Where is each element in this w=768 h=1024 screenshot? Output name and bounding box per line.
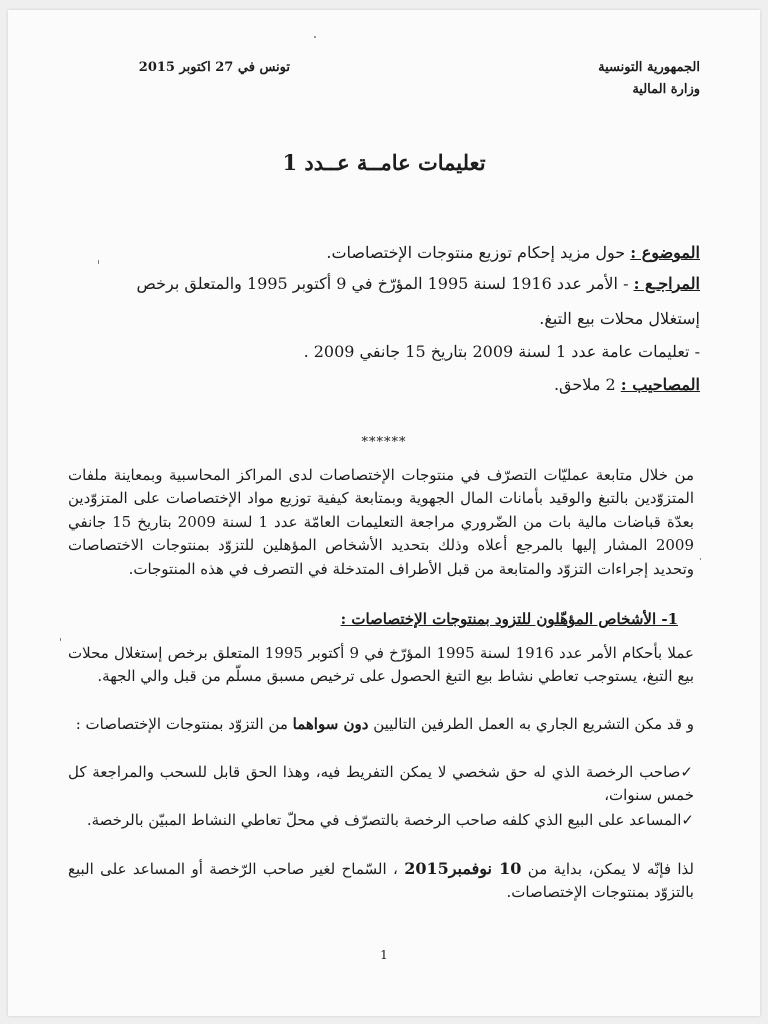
reference-instructions: - تعليمات عامة عدد 1 لسنة 2009 بتاريخ 15 جانفي 2009 . [303, 342, 700, 361]
document-title: تعليمات عامــة عــدد 1 [282, 150, 486, 175]
republic-name: الجمهورية التونسية [598, 60, 700, 75]
license-holder-item [68, 761, 694, 808]
para2-text-end: من التزوّد بمنتوجات الإختصاصات : [75, 715, 293, 733]
attachments-text: 2 ملاحق. [553, 375, 621, 394]
para3-text-start: لذا فإنّه لا يمكن، بداية من [521, 860, 694, 878]
section-1-paragraph-2 [68, 713, 694, 736]
sales-assistant-item [68, 809, 694, 832]
references-line-2: إستغلال محلات بيع التبغ. [539, 309, 700, 328]
attachments-line [60, 372, 700, 397]
section-1-paragraph-3 [68, 857, 694, 905]
section-1-heading: 1- الأشخاص المؤهّلون للتزود بمنتوجات الإختصاصات : [340, 610, 678, 628]
document-date: تونس في 27 اكتوبر 2015 [138, 60, 290, 75]
subject-line [60, 240, 700, 265]
document-page [8, 10, 760, 1016]
para2-emphasis: دون سواهما [292, 715, 369, 733]
para3-text-end: ، السّماح لغير صاحب الرّخصة أو المساعد على البيع بالتزوّد بمنتوجات الإختصاصات. [68, 860, 694, 902]
references-line-1 [20, 271, 700, 296]
license-holder-text: صاحب الرخصة الذي له حق شخصي لا يمكن التفريط فيه، وهذا الحق قابل للسحب والمراجعة كل خمس سنوات، [68, 763, 694, 805]
reference-decree: - الأمر عدد 1916 لسنة 1995 المؤرّخ في 9 أكتوبر 1995 والمتعلق برخص [136, 274, 634, 293]
para2-text-start: و قد مكن التشريع الجاري به العمل الطرفين التاليين [368, 715, 694, 733]
sales-assistant-text: المساعد على البيع الذي كلفه صاحب الرخصة بالتصرّف في محلّ تعاطي النشاط المبيّن بالرخصة. [86, 811, 682, 829]
attachments-label: المصاحيب : [620, 375, 700, 394]
section-1-paragraph-1: عملا بأحكام الأمر عدد 1916 لسنة 1995 المؤرّخ في 9 أكتوبر 1995 المتعلق برخص إستغلال محلات بيع التبغ، يستوجب تعاطي نشاط بيع التبغ الحصول على ترخيص مسبق مسلّم من قبل والي الجهة. [68, 644, 695, 686]
intro-paragraph: من خلال متابعة عمليّات التصرّف في منتوجات الإختصاصات لدى المراكز المحاسبية وبمعاينة ملفات المتزوّدين بالتبغ والوقيد بأمانات المال الجهوية وبمتابعة كيفية توزيع مواد الإختصاصات على المتزوّدين بعدّة قباضات مالية بات من الضّروري مراجعة التعليمات العامّة عدد 1 لسنة 2009 بتاريخ 15 جانفي 2009 المشار إليها بالمرجع أعلاه وذلك بتحديد الأشخاص المؤهلين للتزوّد بمنتوجات الاختصاصات وتحديد إجراءات التزوّد والمتابعة من قبل الأطراف المتدخلة في التصرف في هذه المنتوجات. [68, 466, 694, 578]
separator-stars: ****** [361, 435, 407, 450]
check-icon: ✓ [681, 811, 694, 829]
effective-date: 10 نوفمبر2015 [404, 859, 522, 878]
ministry-name: وزارة المالية [632, 82, 700, 97]
references-label: المراجـع : [633, 274, 700, 293]
subject-text: حول مزيد إحكام توزيع منتوجات الإختصاصات. [326, 243, 631, 262]
page-number: 1 [380, 948, 388, 962]
subject-label: الموضوع : [630, 243, 700, 262]
check-icon: ✓ [680, 763, 694, 781]
